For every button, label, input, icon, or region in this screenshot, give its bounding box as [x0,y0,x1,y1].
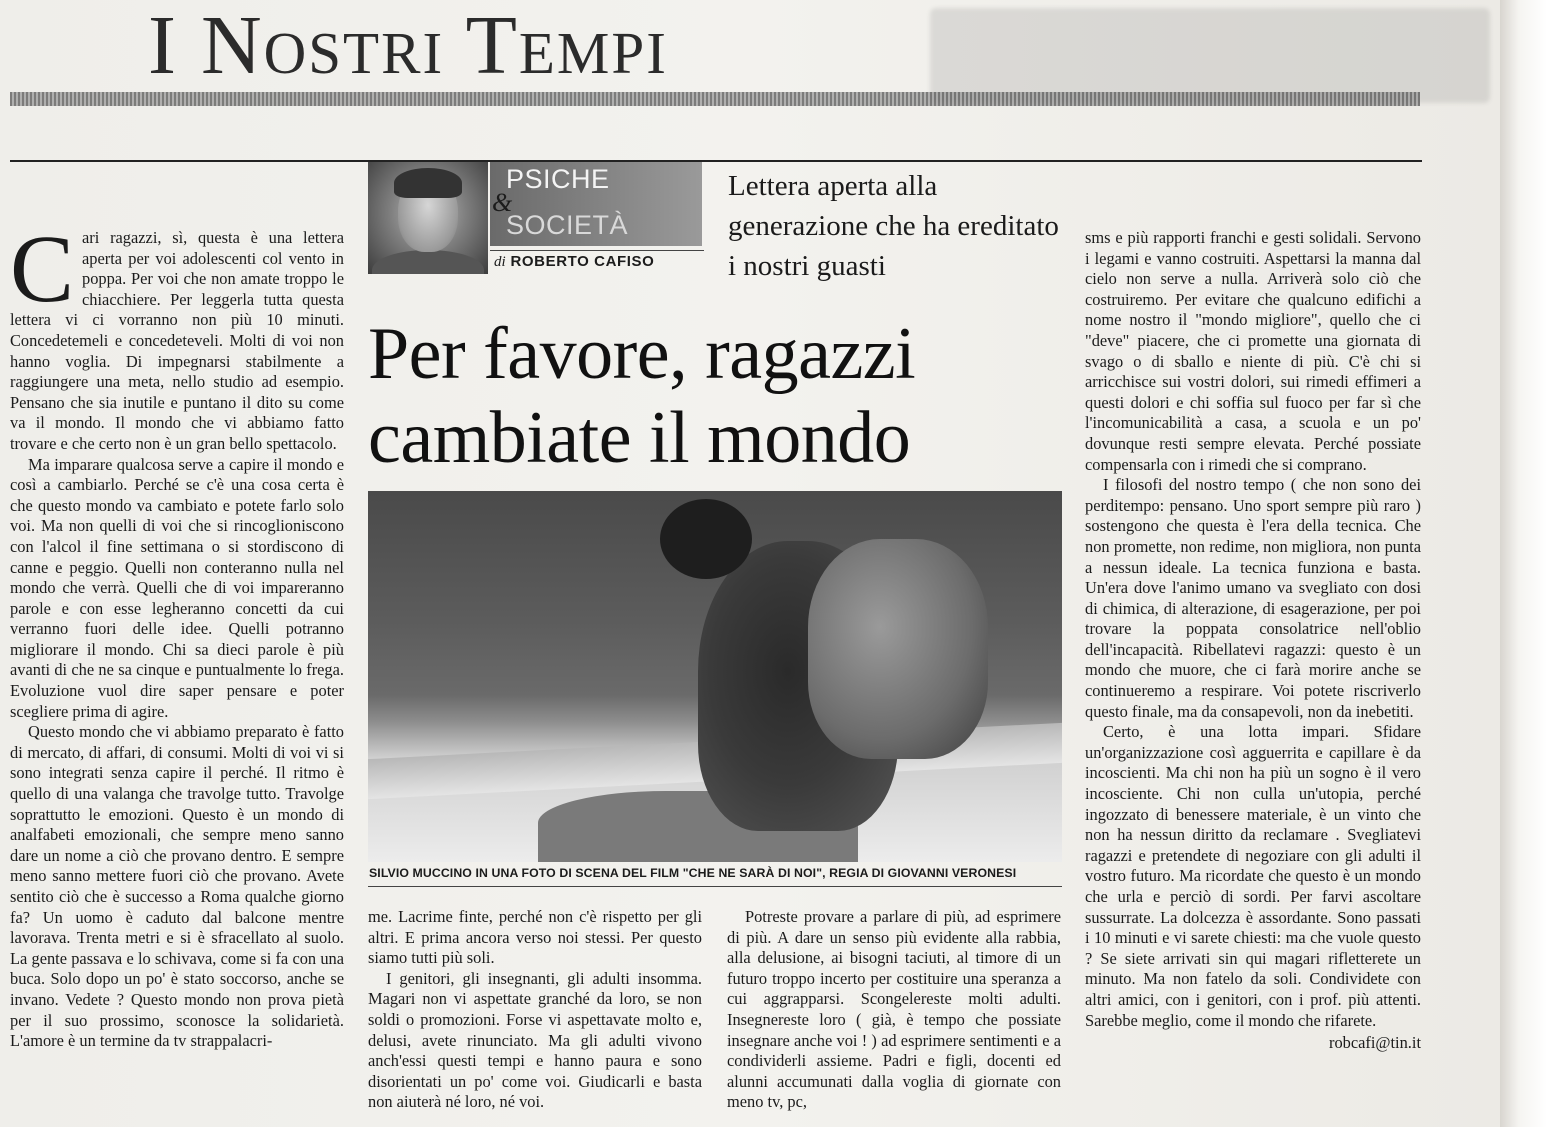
byline-author: ROBERTO CAFISO [510,253,655,270]
author-portrait [368,162,488,274]
paragraph [10,215,344,455]
portrait-shoulders [372,250,484,274]
paragraph: Ma imparare qualcosa serve a capire il mondo e così a cambiarlo. Perché se c'è una cosa certa è che questo mondo va cambiato e potete farlo solo voi. Ma non quelli di voi che si rincoglioniscono con l'alcol il fine settimana o si stordiscono di canne e peggio. Quelli non conteranno nulla nel mondo che verrà. Quelli che di voi impareranno parole e con esse legheranno concetti da cui verranno fuori delle idee. Quelli potranno migliorare il mondo. Chi sa dieci parole è più avanti di che ne sa cinque e puntualmente lo frega. Evoluzione vuol dire saper pensare e poter scegliere prima di agire. [10,454,344,721]
portrait-hair [394,168,462,198]
paragraph: me. Lacrime finte, perché non c'è rispetto per gli altri. E prima ancora verso noi stessi. Per questo siamo tutti più soli. [368,907,702,968]
headline-line-2: cambiate il mondo [368,397,911,479]
paragraph: Potreste provare a parlare di più, ad esprimere di più. A dare un senso più evidente alla rabbia, alla delusione, ai bisogni taciuti, al timore di un futuro troppo incerto per costituire una speranza a cui aggrapparsi. Scongelereste molti adulti. Insegnereste loro ( già, è tempo che possiate insegnare anche voi ! ) ad esprimere sentimenti e a condividerli assieme. Padri e figli, docenti ed alunni accumunati dalla voglia di giornate con meno tv, pc, [727,907,1061,1112]
drop-cap: C [10,215,75,322]
byline-prefix: di [494,254,506,270]
show-through-print [930,8,1490,103]
paragraph: Questo mondo che vi abbiamo preparato è fatto di mercato, di affari, di consumi. Molti di voi vi si sono integrati senza capire il perché. Il ritmo è quello di una valanga che travolge tutto. Travolge soprattutto le emozioni. Questo è un mondo di analfabeti emozionali, che sempre meno sanno dare un nome a ciò che provano dentro. E sempre meno sanno mettere fuori ciò che provano. Avete sentito ciò che è successo a Roma qualche giorno fa? Un uomo è caduto dal balcone mentre lavorava. Trenta metri e si è sfracellato al suolo. La gente passava e lo schivava, come si fa con una buca. Solo dopo un po' è stato soccorso, anche se invano. Vedete ? Questo mondo non prova pietà per il suo prossimo, sconosce la solidarietà. L'amore è un termine da tv strappalacri- [10,722,344,1051]
photo-backpack [808,539,988,759]
paragraph: I genitori, gli insegnanti, gli adulti insomma. Magari non vi aspettate granché da loro, se non soldi o promozioni. Forse vi aspettavate molto e, delusi, avete rinunciato. Ma gli adulti vivono anch'essi questi tempi e hanno paura e sono disorientati un po' come voi. Giudicarli e basta non aiuterà né loro, né voi. [368,968,702,1112]
kicker: Lettera aperta alla generazione che ha ereditato i nostri guasti [728,170,1059,282]
paragraph: sms e più rapporti franchi e gesti solidali. Servono i legami e vanno costruiti. Aspettarsi la manna dal cielo non serve a nulla. Arriverà solo ciò che costruiremo. Per evitare che qualcuno edifichi a nome nostro il "mondo migliore", quello che ci "deve" piacere, che ci promette una giornata di svago o di sballo e niente di più. C'è chi si arricchisce sui vostri dolori, sui rimedi effimeri a questi dolori e chi soffia sul fuoco per far sì che l'incomunicabilità a casa, a scuola e un po' dovunque resti sempre elevata. Perché possiate compensarla con i rimedi che si comprano. [1085,228,1421,474]
article-column-4 [1085,228,1421,1054]
section-masthead: I Nostri Tempi [148,0,668,92]
rubric-line-2: SOCIETÀ [506,210,629,240]
rubric-ampersand: & [492,188,513,217]
headline [368,312,1068,480]
author-email: robcafi@tin.it [1328,1033,1421,1053]
paragraph: I filosofi del nostro tempo ( che non sono dei perditempo: pensano. Uno sport sempre più raro ) sostengono che questa è l'era della tecnica. Che non promette, non redime, non migliora, non punta a nessun ideale. La tecnica funziona e basta. Un'era dove l'animo umano va svegliato con dosi di chimica, di alterazione, di esagerazione, per poi trovare la poppata consolatrice nell'oblio dell'incapacità. Ribellatevi ragazzi: questo è un mondo che muore, che ci farà morire anche se continueremo a respirare. Voi potete riscriverlo questo finale, ma da consapevoli, non da inebetiti. [1085,475,1421,721]
page-edge [1500,0,1547,1127]
byline [494,253,654,271]
rubric-line-1: PSICHE [506,164,610,194]
headline-line-1: Per favore, ragazzi [368,313,916,395]
masthead-rule [10,92,1420,106]
photo-head [660,499,752,579]
paragraph: Certo, è una lotta impari. Sfidare un'organizzazione così agguerrita e capillare è da incoscienti. Ma chi non ha più un sogno è il vero incosciente. Chi non culla un'utopia, perché ingozzato di benessere materiale, è un vinto che non ha nessun diritto da reclamare . Svegliatevi ragazzi e pretendete di negoziare con gli adulti il vostro futuro. Ma ricordate che questo è un mondo che urla e perciò di sordi. Per farvi ascoltare sussurrate. La dolcezza è assordante. Sono passati i 10 minuti e vi sarete chiesti: ma che vuole questo ? Se siete arrivati sin qui magari rifletterete un minuto. Ma non fatelo da soli. Condividete con altri amici, con i genitori, con i prof. più attenti. Sarebbe meglio, come il mondo che rifarete. [1085,722,1421,1030]
article-photo [368,491,1062,862]
paragraph-text: ari ragazzi, sì, questa è una lettera aperta per voi adolescenti col vento in poppa. Per voi che non amate troppo le chiacchiere. Per leggerla tutta questa lettera vi ci vorranno non più 10 minuti. Concedetemeli e concedeteveli. Molti di voi non hanno voglia. Di impegnarsi stabilmente a raggiungere una meta, nello studio ad esempio. Pensano che sia inutile e puntano il dito su come va il mondo. Il mondo che vi abbiamo fatto trovare e che certo non è un gran bello spettacolo. [10,228,344,453]
top-rule [10,160,1422,162]
photo-caption: SILVIO MUCCINO IN UNA FOTO DI SCENA DEL FILM "CHE NE SARÀ DI NOI", REGIA DI GIOVANNI VERONESI [369,866,1017,880]
article-column-1 [10,215,344,1052]
rubric-box [490,162,702,246]
article-column-2 [368,907,702,1113]
article-column-3 [727,907,1061,1113]
byline-rule [490,250,704,251]
caption-rule [368,886,1062,887]
